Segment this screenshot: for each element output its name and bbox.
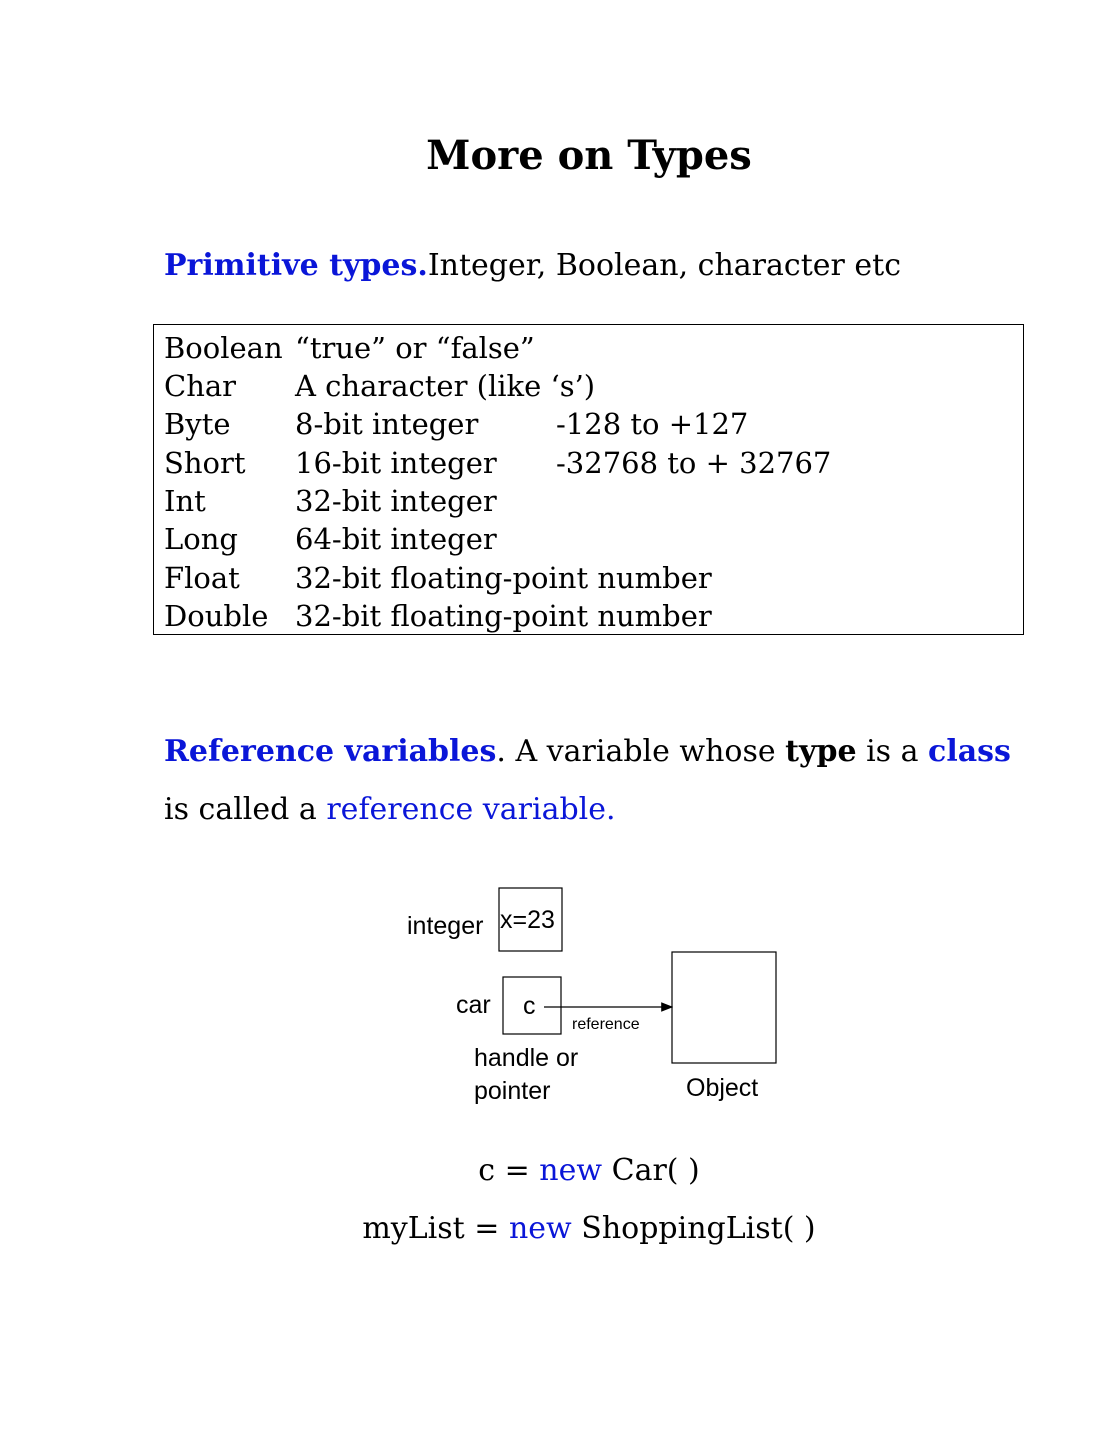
type-name: Byte: [164, 407, 231, 441]
handle-label-line-1: handle or: [474, 1044, 579, 1072]
type-description: 64-bit integer: [295, 522, 497, 556]
type-name: Boolean: [164, 331, 283, 365]
integer-label: integer: [407, 912, 484, 940]
reference-variable-term: reference variable.: [326, 792, 616, 827]
type-description: “true” or “false”: [295, 331, 535, 365]
code-line-2-lhs: myList =: [362, 1211, 500, 1246]
type-description: 8-bit integer: [295, 407, 479, 441]
type-description: 32-bit floating-point number: [295, 599, 712, 633]
type-description: 32-bit integer: [295, 484, 497, 518]
type-name: Int: [164, 484, 206, 518]
type-name: Short: [164, 446, 246, 480]
car-label: car: [456, 991, 491, 1019]
code-line-1: [0, 1153, 1113, 1188]
code-line-2-keyword: new: [508, 1211, 572, 1246]
reference-type-word: type: [785, 734, 857, 769]
handle-label-line-2: pointer: [474, 1077, 551, 1105]
reference-variables-heading: Reference variables: [164, 734, 497, 769]
car-value: c: [523, 992, 536, 1020]
code-line-2-rhs: ShoppingList( ): [581, 1211, 816, 1246]
reference-sep: .: [496, 734, 506, 769]
reference-text-2: is a: [866, 734, 919, 769]
reference-line2-text: is called a: [164, 792, 317, 827]
type-range: -32768 to + 32767: [556, 446, 832, 480]
type-description: A character (like ‘s’): [295, 369, 596, 403]
reference-arrow-label: reference: [572, 1016, 640, 1033]
type-name: Long: [164, 522, 238, 556]
code-line-1-keyword: new: [539, 1153, 603, 1188]
type-name: Float: [164, 561, 240, 595]
type-description: 32-bit floating-point number: [295, 561, 712, 595]
reference-text-1: A variable whose: [515, 734, 776, 769]
integer-value: x=23: [500, 906, 555, 934]
reference-class-word: class: [928, 734, 1011, 769]
object-box: [672, 952, 776, 1063]
page-title: More on Types: [426, 132, 752, 179]
primitive-types-text: Integer, Boolean, character etc: [427, 248, 902, 283]
primitive-types-heading: Primitive types.: [164, 248, 428, 283]
type-range: -128 to +127: [556, 407, 749, 441]
type-name: Char: [164, 369, 237, 403]
object-label: Object: [686, 1074, 759, 1102]
type-description: 16-bit integer: [295, 446, 497, 480]
type-name: Double: [164, 599, 269, 633]
code-line-1-lhs: c =: [478, 1153, 530, 1188]
code-line-2: [0, 1211, 1113, 1246]
code-line-1-rhs: Car( ): [611, 1153, 700, 1188]
